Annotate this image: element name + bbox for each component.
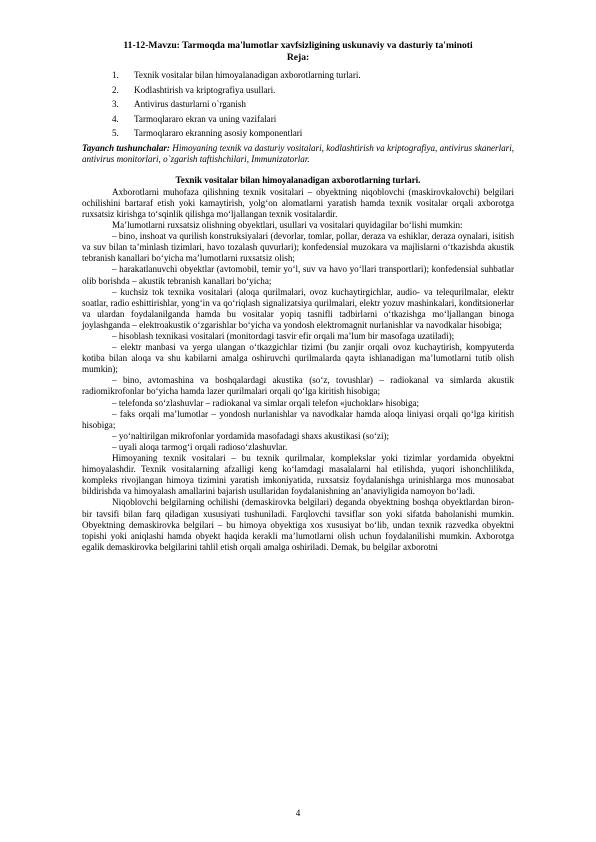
paragraph: – uyali aloqa tarmog‘i orqali radioso‘zlashuvlar. — [112, 441, 288, 452]
plan-list — [112, 70, 514, 140]
paragraph: Niqoblovchi belgilarning ochilishi (demaskirovka belgilari) deganda obyektning boshqa obyektlardan biron-bir tavsifi bilan farq qiladigan xususiyati tushuniladi. Farqlovchi tavsiflar son yoki sifatda baholanishi mumkin. Obyektning demaskirovka belgilari – bu himoya obyektiga xos xususiyat bo‘lib, undan texnik razvedka obyektni topishi yoki aniqlashi hamda obyekt haqida kerakli ma’lumotlarni olish uchun foydalanilishi mumkin. Axborotga egalik demaskirovka belgilarini tahlil etish orqali amalga oshiriladi. Demak, bu belgilar axborotni — [82, 497, 514, 552]
plan-item — [112, 114, 514, 126]
key-concepts — [82, 143, 514, 165]
plan-item-text: Tarmoqlararo ekranning asosiy komponentlari — [134, 128, 303, 138]
page-number: 4 — [295, 808, 301, 818]
paragraph: – elektr manbasi va yerga ulangan o‘tkazgichlar tizimi (bu zanjir orqali ovoz kuchaytirish, kompyuterda kotiba bilan aloqa va shu kabilarni amalga oshiruvchi qurilmalarda qayta ishlanadigan ma’lumotlarni tutib olish mumkin); — [82, 342, 514, 375]
key-concepts-label: Tayanch tushunchalar: — [82, 142, 170, 153]
paragraph: Axborotlarni muhofaza qilishning texnik vositalari – obyektning niqoblovchi (maskirovkalovchi) belgilari ochilishini bartaraf etish yoki kamaytirish, yolg‘on alomatlarni yaratish hamda texnik vositalar orqali axborotga ruxsatsiz kirishga to‘sqinlik qilishga mo‘ljallangan texnik vositalardir. — [82, 186, 514, 219]
plan-item-text: Texnik vositalar bilan himoyalanadigan axborotlarning turlari. — [134, 70, 361, 80]
paragraph: – bino, avtomashina va boshqalardagi akustika (so‘z, tovushlar) – radiokanal va simlarda akustik radiomikrofonlar bo‘yicha hamda lazer qurilmalari orqali qo‘lga kiritish hisobiga; — [82, 375, 514, 397]
section-title: Texnik vositalar bilan himoyalanadigan axborotlarning turlari. — [175, 174, 421, 185]
plan-item — [112, 99, 514, 111]
paragraph: Ma’lumotlarni ruxsatsiz olishning obyektlari, usullari va vositalari quyidagilar bo‘lishi mumkin: — [112, 220, 463, 231]
plan-item-text: Kodlashtirish va kriptografiya usullari. — [134, 84, 276, 95]
paragraph: – bino, inshoat va qurilish konstruksiyalari (devorlar, tomlar, pollar, deraza va eshiklar, deraza oynalari, isitish va suv bilan ta’minlash tizimlari, havo tozalash quvurlari); konfedensial muzokara va majlislarni o‘tkazishda akustik tebranish kanallari bo‘yicha ma’lumotlarni ruxsatsiz olish; — [82, 231, 514, 264]
key-concepts-text: Himoyaning texnik va dasturiy vositalari, kodlashtirish va kriptografiya, antivirus skanerlari, antivirus monitorlari, o`zgarish taftishchilari, Immunizatorlar. — [82, 142, 514, 164]
paragraph: Himoyaning texnik vositalari – bu texnik qurilmalar, komplekslar yoki tizimlar yordamida obyektni himoyalashdir. Texnik vositalarning afzalligi keng ko‘lamdagi masalalarni hal etilishda, yuqori ishonchlilikda, kompleks rivojlangan himoya tizimini yaratish imkoniyatida, ruxsatsiz foydalanishga urinishlarga mos munosabat bildirishda va himoyalash amallarini bajarish usullaridan foydalanishning an’anaviyligida namoyon bo‘ladi. — [82, 453, 514, 497]
plan-item-text: Tarmoqlararo ekran va uning vazifalari — [134, 113, 277, 124]
paragraph: – faks orqali ma’lumotlar – yondosh nurlanishlar va navodkalar hamda aloqa liniyasi orqali qo‘lga kiritish hisobiga; — [82, 408, 514, 430]
paragraph: – kuchsiz tok texnika vositalari (aloqa qurilmalari, ovoz kuchaytirgichlar, audio- va telequrilmalar, elektr soatlar, radio eshittirishlar, yong‘in va qo‘riqlash signalizatsiya qurilmalari, elektr yozuv mashinkalari, konditsionerlar va ulardan foydalanilganda hamda bu vositalar yopiq tasnifli tadbirlarni o‘tkazishga mo‘ljallangan binoga joylashganda – elektroakustik o‘zgarishlar bo‘yicha va yondosh elektromagnit nurlanishlar va navodkalar hisobiga; — [82, 286, 514, 330]
plan-item-number: 3. — [112, 99, 119, 109]
plan-item — [112, 70, 514, 82]
paragraph: – harakatlanuvchi obyektlar (avtomobil, temir yo‘l, suv va havo yo‘llari transportlari); konfedensial suhbatlar olib borishda – akustik tebranish kanallari bo‘yicha; — [82, 264, 514, 286]
plan-item-number: 1. — [112, 70, 119, 80]
plan-item-number: 4. — [112, 113, 119, 124]
paragraph: – hisoblash texnikasi vositalari (monitordagi tasvir efir orqali ma’lum bir masofaga uzatiladi); — [112, 331, 455, 341]
plan-item — [112, 85, 514, 97]
paragraph: – telefonda so‘zlashuvlar – radiokanal va simlar orqali telefon «juchoklar» hisobiga; — [112, 397, 420, 408]
plan-item — [112, 128, 514, 140]
paragraph: – yo‘naltirilgan mikrofonlar yordamida masofadagi shaxs akustikasi (so‘zi); — [112, 430, 390, 441]
page-title: 11-12-Mavzu: Tarmoqda ma'lumotlar xavfsizligining uskunaviy va dasturiy ta'minoti — [123, 40, 473, 51]
plan-heading: Reja: — [286, 52, 310, 63]
plan-item-text: Antivirus dasturlarni o`rganish — [134, 99, 246, 109]
plan-item-number: 2. — [112, 84, 119, 95]
plan-item-number: 5. — [112, 128, 119, 138]
